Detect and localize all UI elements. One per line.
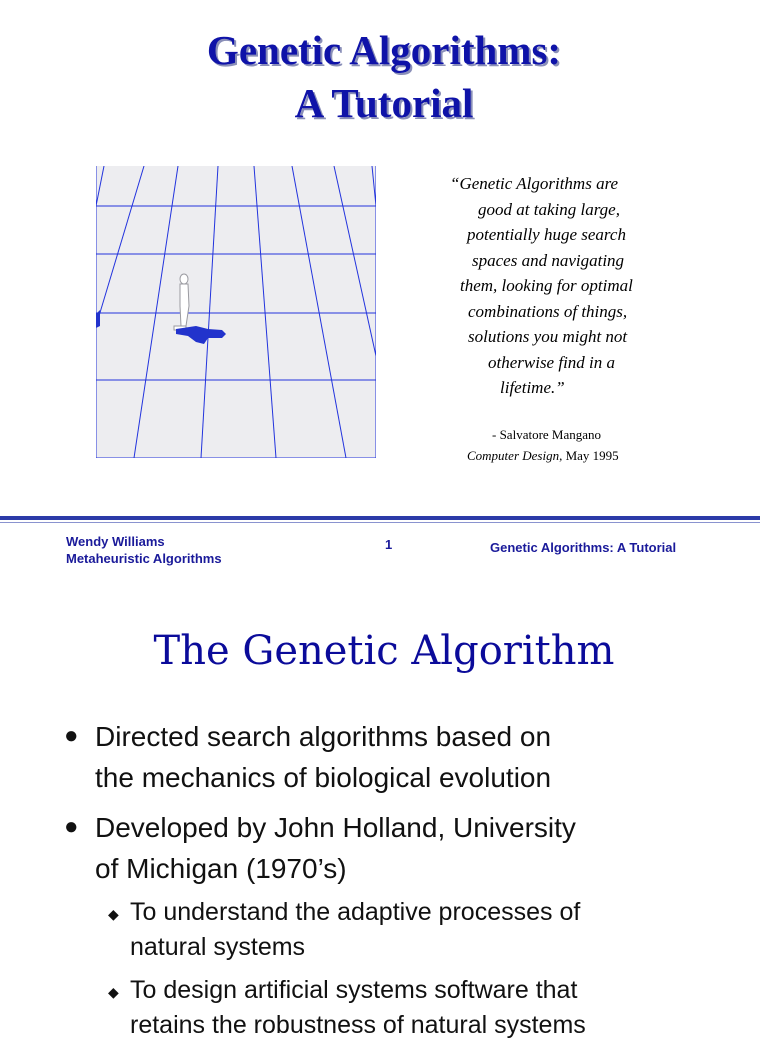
footer-course: Metaheuristic Algorithms [66, 551, 222, 566]
quote-line: combinations of things, [468, 302, 628, 321]
diamond-bullet-icon: ◆ [108, 984, 119, 1000]
slide-title-line1: Genetic Algorithms: [206, 27, 562, 73]
sub-bullet-line: retains the robustness of natural systems [130, 1011, 586, 1039]
quote-source [467, 448, 619, 464]
quote-date: , May 1995 [559, 448, 619, 463]
footer-deck-title: Genetic Algorithms: A Tutorial [490, 540, 677, 555]
quote-line: solutions you might not [468, 327, 628, 346]
footer-page-number: 1 [385, 537, 393, 552]
footer-author: Wendy Williams [66, 534, 165, 549]
slide2-title: The Genetic Algorithm [153, 628, 615, 674]
bullet-dot-icon: ● [64, 722, 79, 749]
quote-line: “Genetic Algorithms are [450, 174, 619, 193]
quote-line: good at taking large, [478, 200, 620, 219]
bullet-line: of Michigan (1970’s) [95, 853, 347, 884]
slide-title-line2: A Tutorial [294, 80, 474, 126]
bullet-dot-icon: ● [64, 813, 79, 840]
quote-publication: Computer Design [467, 448, 560, 463]
quote-line: otherwise find in a [488, 353, 616, 372]
quote-line: spaces and navigating [472, 251, 625, 270]
quote-author: - Salvatore Mangano [492, 427, 602, 442]
perspective-grid-illustration [96, 166, 376, 458]
bullet-line: Directed search algorithms based on [95, 721, 552, 752]
footer-divider-thin [0, 522, 760, 523]
sub-bullet-line: natural systems [130, 933, 306, 961]
quote-line: them, looking for optimal [460, 276, 633, 295]
sub-bullet-line: To design artificial systems software that [130, 976, 578, 1004]
diamond-bullet-icon: ◆ [108, 906, 119, 922]
bullet-line: Developed by John Holland, University [95, 812, 576, 843]
quote-line: lifetime.” [500, 378, 565, 397]
bullet-line: the mechanics of biological evolution [95, 762, 552, 793]
sub-bullet-line: To understand the adaptive processes of [130, 898, 581, 926]
quote-line: potentially huge search [467, 225, 626, 244]
footer-divider [0, 516, 760, 520]
